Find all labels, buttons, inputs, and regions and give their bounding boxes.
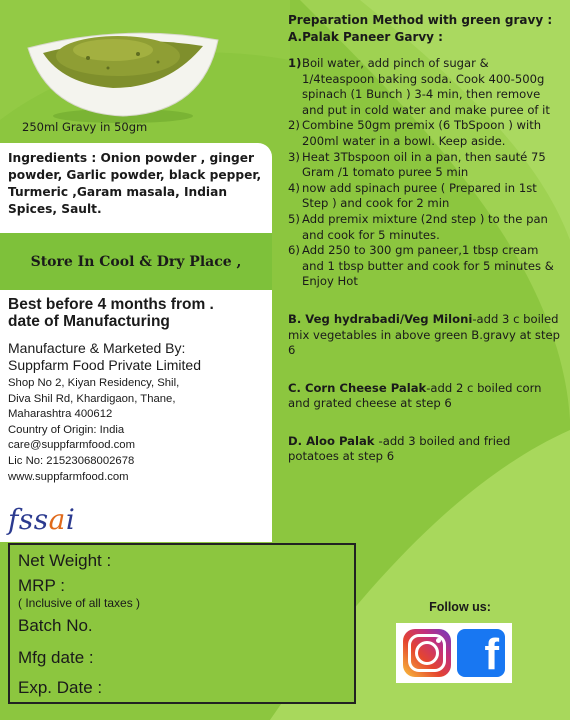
step-item [288, 212, 563, 243]
address-line: Maharashtra 400612 [8, 408, 113, 421]
batch-field: Batch No. [18, 616, 93, 635]
step-number: 3) [288, 149, 300, 164]
best-before-line: date of Manufacturing [8, 313, 170, 330]
step-text: now add spinach puree ( Prepared in 1st Step ) and cook for 2 min [302, 180, 537, 211]
preparation-title: Preparation Method with green gravy : [288, 13, 553, 27]
step-number: 1) [288, 56, 302, 70]
fssai-logo [8, 503, 264, 536]
fssai-logo-text: fss [8, 503, 49, 537]
best-before [8, 296, 264, 330]
net-weight-field: Net Weight : [18, 551, 112, 570]
variant-text: -add 3 c boiled mix vegetables in above green B.gravy at step 6 [288, 311, 560, 358]
product-bowl-image [18, 18, 228, 128]
step-number: 6) [288, 243, 300, 258]
social-icons-panel [396, 623, 512, 683]
variant-label: D. Aloo Palak [288, 433, 379, 448]
variant-item [288, 381, 563, 412]
manufacturer-heading-text: Manufacture & Marketed By: [8, 340, 186, 356]
website: www.suppfarmfood.com [8, 470, 129, 483]
step-item [288, 150, 563, 181]
license-number: Lic No: 21523068002678 [8, 454, 135, 467]
manufacturer-heading [8, 340, 264, 374]
label-fields-box [8, 543, 356, 704]
variant-text: -add 2 c boiled corn and grated cheese at step 6 [288, 380, 542, 411]
step-text: Combine 50gm premix (6 TbSpoon ) with 200ml water in a bowl. Keep aside. [302, 118, 542, 148]
exp-date-field: Exp. Date : [18, 678, 103, 697]
variant-label: C. Corn Cheese Palak [288, 380, 427, 395]
storage-banner [0, 233, 272, 290]
facebook-icon[interactable]: f [457, 629, 505, 677]
step-item [288, 56, 563, 118]
step-item [288, 181, 563, 212]
variant-label: B. Veg hydrabadi/Veg Miloni [288, 311, 473, 326]
storage-text: Store In Cool & Dry Place , [30, 253, 242, 270]
best-before-line: Best before 4 months from . [8, 296, 214, 313]
fssai-logo-text-end: i [65, 503, 76, 537]
fssai-logo-accent: a [48, 503, 66, 537]
manufacturer-block [0, 290, 272, 542]
instagram-icon[interactable] [403, 629, 451, 677]
step-number: 5) [288, 211, 300, 226]
yield-caption: 250ml Gravy in 50gm [22, 120, 148, 134]
preparation-steps [288, 56, 563, 290]
variant-item [288, 312, 563, 359]
mrp-field: MRP : [18, 576, 65, 595]
mrp-note: ( Inclusive of all taxes ) [18, 596, 141, 610]
step-number: 4) [288, 180, 300, 195]
manufacturer-name: Suppfarm Food Private Limited [8, 357, 201, 373]
step-text: Heat 3Tbspoon oil in a pan, then sauté 75 Gram /1 tomato puree 5 min [302, 149, 546, 180]
step-text: Add premix mixture (2nd step ) to the pan and cook for 5 minutes. [302, 211, 548, 242]
step-item [288, 118, 563, 149]
step-number: 2) [288, 118, 300, 133]
manufacturer-address [8, 376, 264, 485]
variant-text: -add 3 boiled and fried potatoes at step 6 [288, 433, 511, 464]
variant-item [288, 434, 563, 465]
step-text: Boil water, add pinch of sugar & 1/4teaspoon baking soda. Cook 400-500g spinach (1 Bunch ) 3-4 min, then remove and put in cold water and make puree of it [302, 56, 550, 117]
step-item [288, 243, 563, 290]
email: care@suppfarmfood.com [8, 439, 136, 452]
ingredients-text: Ingredients : Onion powder , ginger powder, Garlic powder, black pepper, Turmeric ,Garam masala, Indian Spices, Sault. [0, 143, 272, 233]
preparation-method [288, 12, 563, 465]
follow-us-heading: Follow us: [429, 600, 491, 614]
country-of-origin: Country of Origin: India [8, 423, 125, 436]
step-text: Add 250 to 300 gm paneer,1 tbsp cream and 1 tbsp butter and cook for 5 minutes & Enjoy Hot [302, 243, 554, 289]
mfg-date-field: Mfg date : [18, 648, 94, 667]
preparation-subtitle: A.Palak Paneer Garvy : [288, 30, 443, 44]
address-line: Shop No 2, Kiyan Residency, Shil, [8, 377, 180, 389]
address-line: Diva Shil Rd, Khardigaon, Thane, [8, 392, 176, 405]
